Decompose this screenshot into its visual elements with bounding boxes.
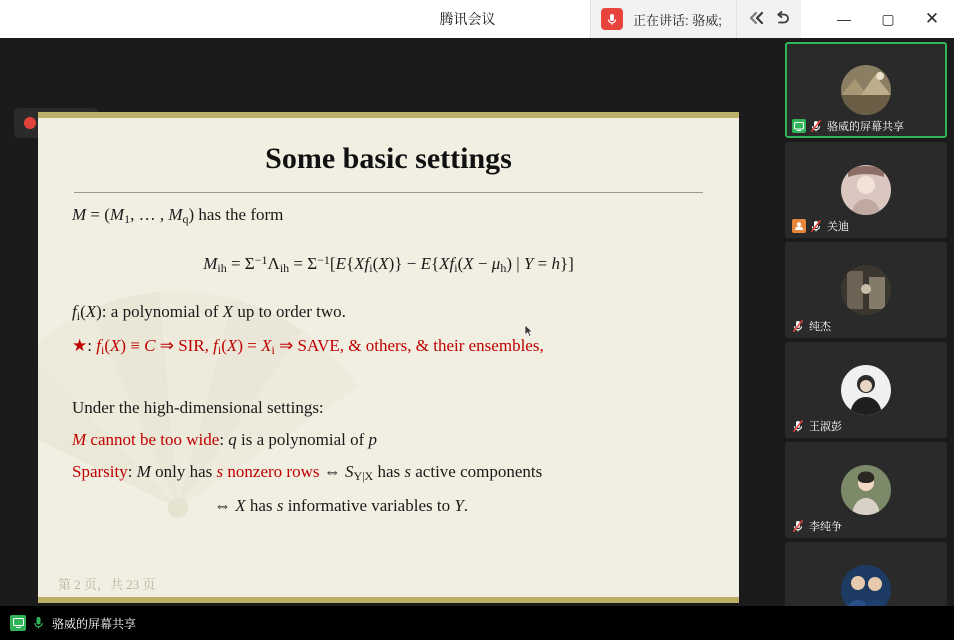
avatar	[841, 365, 891, 415]
participant-tile[interactable]	[785, 142, 947, 238]
slide-line-1: $M = (M_1$, … , $M_q$) has the form	[72, 205, 284, 226]
bottom-status-bar	[0, 606, 954, 640]
bottom-bar-label: 骆威的屏幕共享	[52, 616, 137, 631]
active-speaker-text: 正在讲话: 骆威;	[633, 12, 722, 28]
participant-tile-bar	[787, 516, 945, 536]
arrows-collapse-icon[interactable]	[747, 10, 767, 29]
participant-tile-bar	[787, 116, 945, 136]
mic-icon	[601, 8, 623, 30]
slide-page-footer: 第 2 页，共 23 页	[58, 577, 156, 592]
slide-line-6: M cannot be too wide: q is a polynomial of p	[72, 430, 378, 449]
participant-tile[interactable]	[785, 42, 947, 138]
screen-share-icon	[10, 615, 26, 631]
avatar	[841, 165, 891, 215]
host-icon	[792, 219, 806, 233]
presentation-slide	[38, 112, 739, 603]
title-bar-controls	[737, 0, 801, 38]
participant-tile[interactable]	[785, 242, 947, 338]
app-title: 腾讯会议	[439, 11, 496, 27]
participant-name: 纯杰	[809, 321, 831, 333]
participant-name: 王淑彭	[809, 421, 842, 433]
active-speaker-indicator	[590, 0, 737, 38]
avatar	[841, 65, 891, 115]
avatar	[841, 465, 891, 515]
participant-name: 骆威的屏幕共享	[827, 121, 904, 133]
slide-line-4: ★: $f_i(X) \equiv C$ ⇒ SIR, $f_i(X) = X_i$ ⇒ SAVE, & others, & their ensembles,	[72, 336, 544, 357]
screen-share-icon	[792, 119, 806, 133]
title-bar-left-spacer	[0, 0, 345, 38]
participant-tile-bar	[787, 216, 945, 236]
slide-title: Some basic settings	[265, 142, 512, 175]
window-buttons	[822, 0, 954, 38]
participant-tile[interactable]	[785, 342, 947, 438]
participant-rail	[778, 38, 954, 606]
mic-muted-icon	[792, 519, 804, 533]
record-dot-icon	[24, 117, 36, 129]
avatar	[841, 265, 891, 315]
maximize-button[interactable]: ▢	[881, 10, 895, 27]
slide-line-3: $f_i(X)$: a polynomial of X up to order two.	[72, 302, 346, 323]
undo-arrow-icon[interactable]	[773, 10, 791, 29]
mic-muted-icon	[792, 419, 804, 433]
mouse-cursor-icon	[524, 324, 534, 341]
participant-tile-bar	[787, 416, 945, 436]
mic-muted-icon	[792, 319, 804, 333]
slide-divider	[74, 192, 703, 193]
participant-tile[interactable]	[785, 442, 947, 538]
slide-line-8: ⇔ X has s informative variables to Y.	[214, 496, 469, 515]
slide-content	[38, 142, 739, 516]
slide-line-7: Sparsity: M only has s nonzero rows ⇔ $S_{Y|X}$ has s active components	[72, 462, 543, 483]
mic-on-icon	[32, 615, 45, 631]
title-bar	[0, 0, 954, 38]
close-button[interactable]: ✕	[924, 9, 940, 28]
slide-line-5: Under the high-dimensional settings:	[72, 398, 324, 417]
mic-muted-icon	[810, 219, 822, 233]
participant-name: 李纯争	[809, 521, 842, 533]
participant-name: 关迪	[827, 221, 849, 233]
slide-line-2: $M_{ih} = \Sigma^{-1}\Lambda_{ih} = \Sigma^{-1}[E\{Xf_i(X)\} - E\{Xf_i(X - \mu_h)$ | Y = h}]	[203, 253, 574, 275]
minimize-button[interactable]: —	[837, 11, 851, 27]
shared-screen-stage	[0, 38, 778, 606]
participant-tile-bar	[787, 316, 945, 336]
mic-muted-icon	[810, 119, 822, 133]
